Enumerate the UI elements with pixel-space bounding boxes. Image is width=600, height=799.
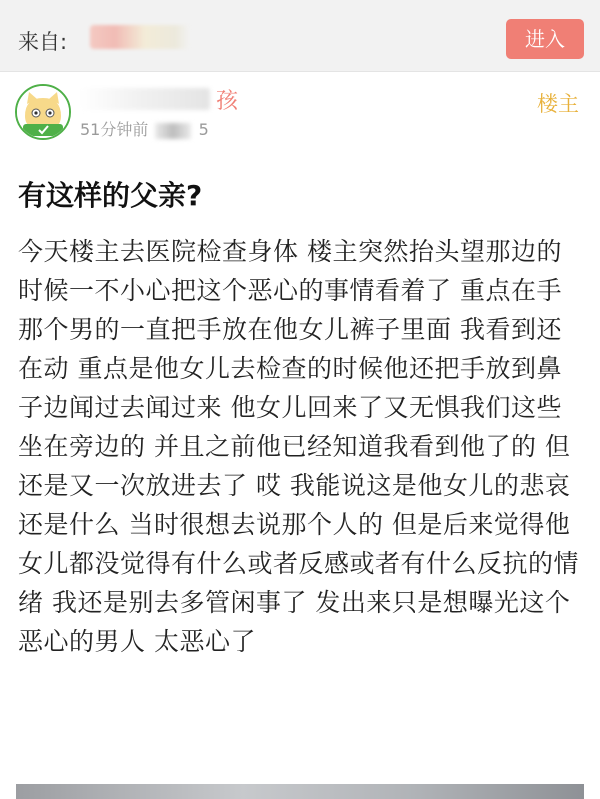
- username-visible[interactable]: 孩: [216, 89, 239, 114]
- meta-tail: 5: [198, 120, 209, 139]
- source-forum-name-blurred[interactable]: [90, 25, 190, 49]
- op-badge: 楼主: [537, 92, 579, 116]
- from-label: 来自:: [18, 30, 68, 54]
- post-body: 今天楼主去医院检查身体 楼主突然抬头望那边的时候一不小心把这个恶心的事情看着了 重点在手 那个男的一直把手放在他女儿裤子里面 我看到还在动 重点是他女儿去检查的时候他还把手放到鼻子边闻过去闻过来 他女儿回来了又无惧我们这些坐在旁边的 并且之前他已经知道我看到他了的 但还是又一次放进去了 哎 我能说这是他女儿的悲哀还是什么 当时很想去说那个人的 但是后来觉得他女儿都没觉得有什么或者反感或者有什么反抗的情绪 我还是别去多管闲事了 发出来只是想曝光这个恶心的男人 太恶心了: [18, 237, 580, 656]
- enter-button[interactable]: 进入: [506, 19, 584, 59]
- username-blurred[interactable]: [80, 88, 210, 110]
- avatar[interactable]: [15, 84, 71, 140]
- cartoon-cat-avatar-icon: [17, 86, 69, 138]
- top-bar: [0, 0, 600, 72]
- post-title: 有这样的父亲?: [18, 179, 203, 212]
- post-meta: [80, 117, 209, 140]
- post-time: 51分钟前: [80, 120, 149, 139]
- meta-blurred: [155, 123, 191, 139]
- post-image-preview[interactable]: [16, 784, 584, 799]
